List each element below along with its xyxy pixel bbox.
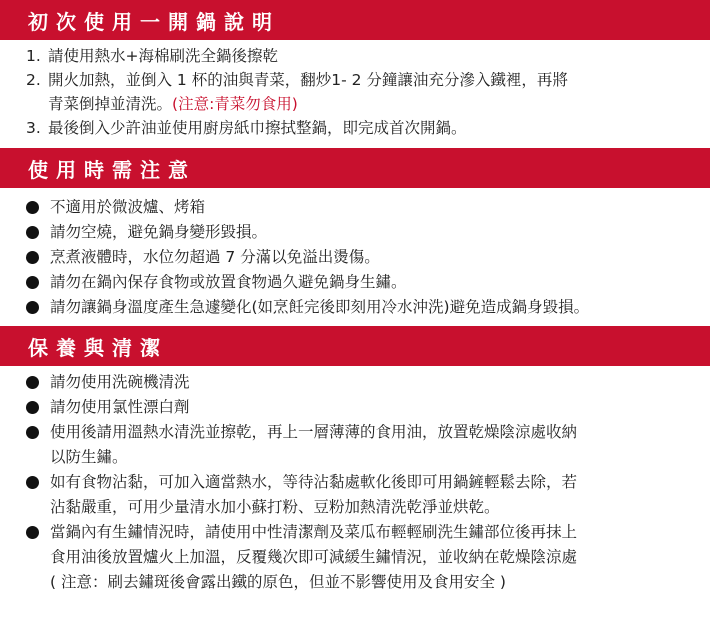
item-number: 2. bbox=[26, 71, 41, 89]
care-cleaning-list bbox=[0, 370, 710, 595]
bullet-icon bbox=[26, 226, 39, 239]
item-text: 最後倒入少許油並使用廚房紙巾擦拭整鍋，即完成首次開鍋。 bbox=[48, 119, 467, 137]
list-item bbox=[0, 520, 710, 595]
list-item bbox=[0, 270, 710, 295]
item-text-line2: 以防生鏽。 bbox=[50, 448, 128, 466]
list-item bbox=[0, 420, 710, 470]
item-text-line2: 青菜倒掉並清洗。 bbox=[48, 95, 173, 113]
bullet-icon bbox=[26, 376, 39, 389]
list-item bbox=[0, 295, 710, 320]
list-item bbox=[0, 195, 710, 220]
list-item bbox=[0, 68, 710, 116]
section-title: 使用時需注意 bbox=[28, 157, 196, 182]
item-text-line2: 食用油後放置爐火上加溫，反覆幾次即可減緩生鏽情況，並收納在乾燥陰涼處 bbox=[50, 548, 578, 566]
item-text: 使用後請用溫熱水清洗並擦乾，再上一層薄薄的食用油，放置乾燥陰涼處收納 bbox=[50, 423, 578, 441]
bullet-icon bbox=[26, 401, 39, 414]
bullet-icon bbox=[26, 301, 39, 314]
bullet-icon bbox=[26, 476, 39, 489]
bullet-icon bbox=[26, 201, 39, 214]
item-number: 1. bbox=[26, 47, 41, 65]
usage-notes-list bbox=[0, 195, 710, 320]
item-text: 請勿使用洗碗機清洗 bbox=[50, 373, 190, 391]
section-title: 保養與清潔 bbox=[28, 335, 168, 360]
item-text: 當鍋內有生鏽情況時，請使用中性清潔劑及菜瓜布輕輕刷洗生鏽部位後再抹上 bbox=[50, 523, 578, 541]
section-header-care-cleaning bbox=[0, 326, 710, 366]
list-item bbox=[0, 395, 710, 420]
section-title: 初次使用一開鍋說明 bbox=[28, 9, 280, 34]
item-text-line3: ( 注意：刷去鏽斑後會露出鐵的原色，但並不影響使用及食用安全 ) bbox=[50, 573, 506, 591]
item-text: 烹煮液體時，水位勿超過 7 分滿以免溢出燙傷。 bbox=[50, 248, 380, 266]
list-item bbox=[0, 116, 710, 140]
section-header-first-use bbox=[0, 0, 710, 40]
item-text: 請勿使用氯性漂白劑 bbox=[50, 398, 190, 416]
bullet-icon bbox=[26, 426, 39, 439]
item-text-line2: 沾黏嚴重，可用少量清水加小蘇打粉、豆粉加熱清洗乾淨並烘乾。 bbox=[50, 498, 500, 516]
item-text: 不適用於微波爐、烤箱 bbox=[50, 198, 206, 216]
item-text: 請勿讓鍋身溫度產生急遽變化(如烹飪完後即刻用冷水沖洗)避免造成鍋身毀損。 bbox=[50, 298, 590, 316]
list-item bbox=[0, 44, 710, 68]
section-header-usage-notes bbox=[0, 148, 710, 188]
item-text: 請使用熱水+海棉刷洗全鍋後擦乾 bbox=[48, 47, 278, 65]
item-text: 請勿空燒，避免鍋身變形毀損。 bbox=[50, 223, 268, 241]
item-text-continued bbox=[48, 92, 710, 116]
first-use-list bbox=[0, 44, 710, 140]
bullet-icon bbox=[26, 251, 39, 264]
item-text: 開火加熱，並倒入 1 杯的油與青菜，翻炒1- 2 分鐘讓油充分滲入鐵裡，再將 bbox=[48, 71, 568, 89]
list-item bbox=[0, 470, 710, 520]
item-text: 如有食物沾黏，可加入適當熱水，等待沾黏處軟化後即可用鍋鏟輕鬆去除，若 bbox=[50, 473, 578, 491]
bullet-icon bbox=[26, 276, 39, 289]
item-number: 3. bbox=[26, 119, 41, 137]
list-item bbox=[0, 370, 710, 395]
list-item bbox=[0, 220, 710, 245]
bullet-icon bbox=[26, 526, 39, 539]
warning-note: (注意:青菜勿食用) bbox=[172, 95, 298, 113]
item-text: 請勿在鍋內保存食物或放置食物過久避免鍋身生鏽。 bbox=[50, 273, 407, 291]
list-item bbox=[0, 245, 710, 270]
